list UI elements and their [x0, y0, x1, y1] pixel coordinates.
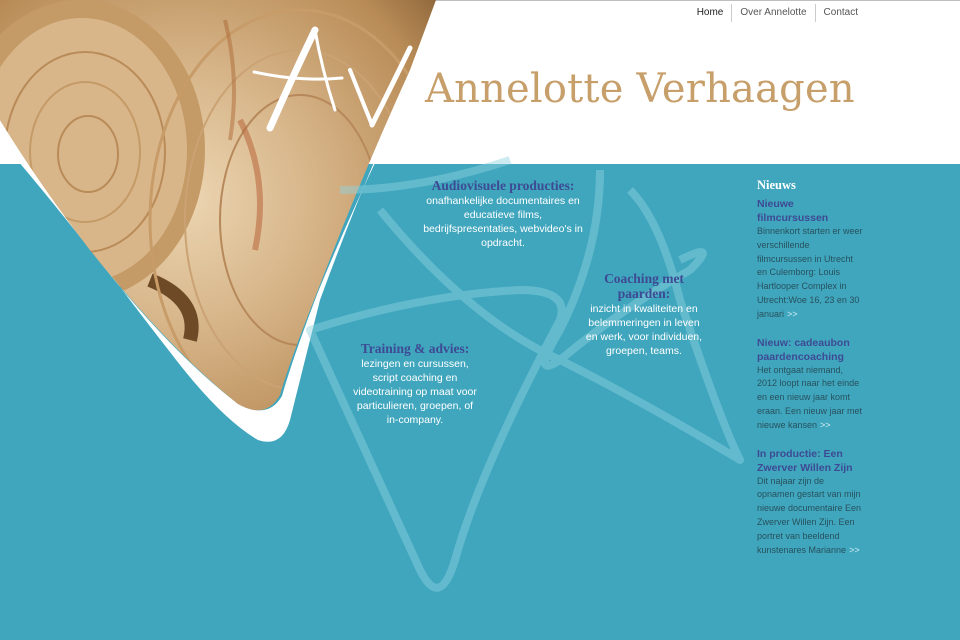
news-item: [757, 447, 863, 558]
nav-home[interactable]: Home: [696, 7, 724, 18]
news-sidebar: [757, 178, 863, 571]
service-audiovisual-title[interactable]: Audiovisuele producties:: [431, 178, 575, 193]
service-training-text: lezingen en cursussen, script coaching en videotraining op maat voor particulieren, groepen, of in-company.: [353, 358, 477, 426]
news-item-body: Dit najaar zijn de opnamen gestart van mijn nieuwe documentaire Een Zwerver Willen Zijn. Een portret van beeldend kunstenares Marianne: [757, 475, 862, 555]
news-item-title[interactable]: Nieuwe filmcursussen: [757, 198, 829, 224]
service-training-title[interactable]: Training & advies:: [360, 341, 470, 356]
read-more-link[interactable]: >>: [787, 308, 798, 319]
service-coaching-title[interactable]: Coaching met paarden:: [604, 271, 684, 301]
news-item-text: [757, 364, 863, 433]
service-training: [352, 341, 478, 427]
news-item: [757, 336, 863, 433]
news-item: [757, 197, 863, 322]
read-more-link[interactable]: >>: [820, 419, 831, 430]
news-item-text: [757, 225, 863, 322]
news-item-title[interactable]: Nieuw: cadeaubon paardencoaching: [757, 336, 850, 363]
news-item-body: Binnenkort starten er weer verschillende filmcursussen in Utrecht en Culemborg: Louis Hartlooper Complex in Utrecht:Woe 16, 23 en 30 januari: [757, 226, 863, 319]
service-audiovisual: [418, 178, 588, 250]
main-nav: [689, 4, 866, 22]
read-more-link[interactable]: >>: [849, 544, 860, 555]
nav-over-annelotte[interactable]: Over Annelotte: [731, 4, 814, 22]
service-coaching-text: inzicht in kwaliteiten en belemmeringen in leven en werk, voor individuen, groepen, teams.: [585, 303, 703, 357]
site-title: Annelotte Verhaagen: [425, 66, 855, 112]
news-item-body: Het ontgaat niemand, 2012 loopt naar het einde en een nieuw jaar komt eraan. Een nieuw jaar met nieuwe kansen: [757, 364, 863, 430]
service-coaching: [584, 271, 704, 358]
nav-contact[interactable]: Contact: [815, 4, 866, 22]
news-item-text: [757, 475, 863, 558]
news-item-title[interactable]: In productie: Een Zwerver Willen Zijn: [757, 447, 853, 474]
news-heading: Nieuws: [757, 178, 796, 192]
service-audiovisual-text: onafhankelijke documentaires en educatieve films, bedrijfspresentaties, webvideo's in opdracht.: [423, 195, 583, 249]
